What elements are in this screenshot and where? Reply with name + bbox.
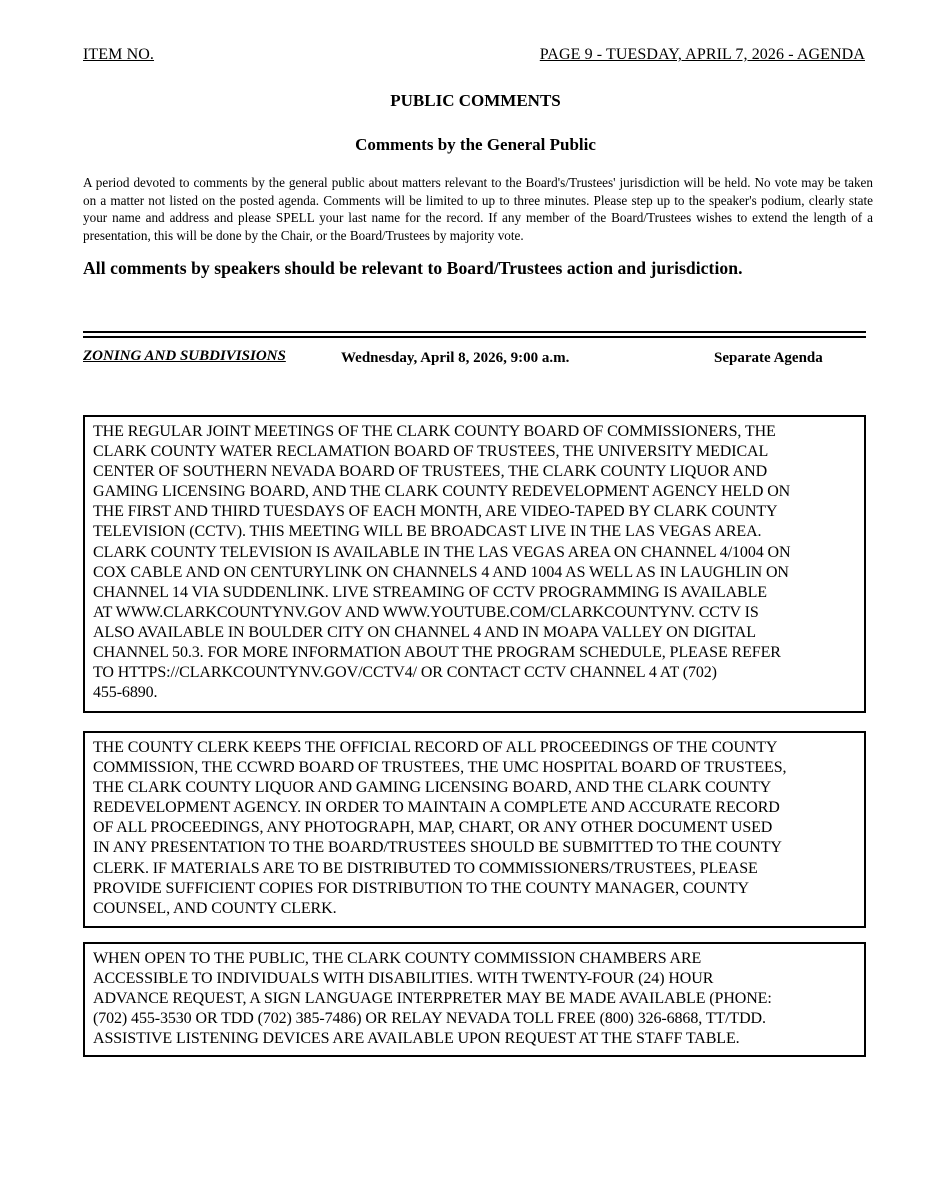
official-record-notice-box: THE COUNTY CLERK KEEPS THE OFFICIAL RECORD OF ALL PROCEEDINGS OF THE COUNTY COMMISSION, THE CCWRD BOARD OF TRUSTEES, THE UMC HOSPITAL BOARD OF TRUSTEES, THE CLARK COUNTY LIQUOR AND GAMING LICENSING BOARD, AND THE CLARK COUNTY REDEVELOPMENT AGENCY. IN ORDER TO MAINTAIN A COMPLETE AND ACCURATE RECORD OF ALL PROCEEDINGS, ANY PHOTOGRAPH, MAP, CHART, OR ANY OTHER DOCUMENT USED IN ANY PRESENTATION TO THE BOARD/TRUSTEES SHOULD BE SUBMITTED TO THE COUNTY CLERK. IF MATERIALS ARE TO BE DISTRIBUTED TO COMMISSIONERS/TRUSTEES, PLEASE PROVIDE SUFFICIENT COPIES FOR DISTRIBUTION TO THE COUNTY MANAGER, COUNTY COUNSEL, AND COUNTY CLERK. [83, 731, 866, 928]
zoning-heading: ZONING AND SUBDIVISIONS [83, 348, 286, 364]
section-subtitle: Comments by the General Public [355, 135, 596, 154]
zoning-date: Wednesday, April 8, 2026, 9:00 a.m. [341, 350, 570, 366]
section-divider [83, 331, 866, 338]
section-title: PUBLIC COMMENTS [390, 91, 561, 110]
accessibility-notice-box: WHEN OPEN TO THE PUBLIC, THE CLARK COUNTY COMMISSION CHAMBERS ARE ACCESSIBLE TO INDIVIDUALS WITH DISABILITIES. WITH TWENTY-FOUR (24) HOUR ADVANCE REQUEST, A SIGN LANGUAGE INTERPRETER MAY BE MADE AVAILABLE (PHONE: (702) 455-3530 OR TDD (702) 385-7486) OR RELAY NEVADA TOLL FREE (800) 326-6868, TT/TDD. ASSISTIVE LISTENING DEVICES ARE AVAILABLE UPON REQUEST AT THE STAFF TABLE. [83, 942, 866, 1057]
zoning-agenda-note: Separate Agenda [714, 350, 823, 366]
public-comments-intro: A period devoted to comments by the general public about matters relevant to the Board's/Trustees' jurisdiction will be held. No vote may be taken on a matter not listed on the posted agenda. Comments will be limited to up to three minutes. Please step up to the speaker's podium, clearly state your name and address and please SPELL your last name for the record. If any member of the Board/Trustees wishes to extend the length of a presentation, this will be done by the Chair, or the Board/Trustees by majority vote. [83, 175, 873, 243]
item-number-label: ITEM NO. [83, 46, 155, 63]
relevance-note: All comments by speakers should be relevant to Board/Trustees action and jurisdiction. [83, 258, 743, 278]
broadcast-notice-box: THE REGULAR JOINT MEETINGS OF THE CLARK COUNTY BOARD OF COMMISSIONERS, THE CLARK COUNTY WATER RECLAMATION BOARD OF TRUSTEES, THE UNIVERSITY MEDICAL CENTER OF SOUTHERN NEVADA BOARD OF TRUSTEES, THE CLARK COUNTY LIQUOR AND GAMING LICENSING BOARD, AND THE CLARK COUNTY REDEVELOPMENT AGENCY HELD ON THE FIRST AND THIRD TUESDAYS OF EACH MONTH, ARE VIDEO-TAPED BY CLARK COUNTY TELEVISION (CCTV). THIS MEETING WILL BE BROADCAST LIVE IN THE LAS VEGAS AREA. CLARK COUNTY TELEVISION IS AVAILABLE IN THE LAS VEGAS AREA ON CHANNEL 4/1004 ON COX CABLE AND ON CENTURYLINK ON CHANNELS 4 AND 1004 AS WELL AS IN LAUGHLIN ON CHANNEL 14 VIA SUDDENLINK. LIVE STREAMING OF CCTV PROGRAMMING IS AVAILABLE AT WWW.CLARKCOUNTYNV.GOV AND WWW.YOUTUBE.COM/CLARKCOUNTYNV. CCTV IS ALSO AVAILABLE IN BOULDER CITY ON CHANNEL 4 AND IN MOAPA VALLEY ON DIGITAL CHANNEL 50.3. FOR MORE INFORMATION ABOUT THE PROGRAM SCHEDULE, PLEASE REFER TO HTTPS://CLARKCOUNTYNV.GOV/CCTV4/ OR CONTACT CCTV CHANNEL 4 AT (702) 455-6890. [83, 415, 866, 713]
page-header-info: PAGE 9 - TUESDAY, APRIL 7, 2026 - AGENDA [539, 46, 865, 63]
